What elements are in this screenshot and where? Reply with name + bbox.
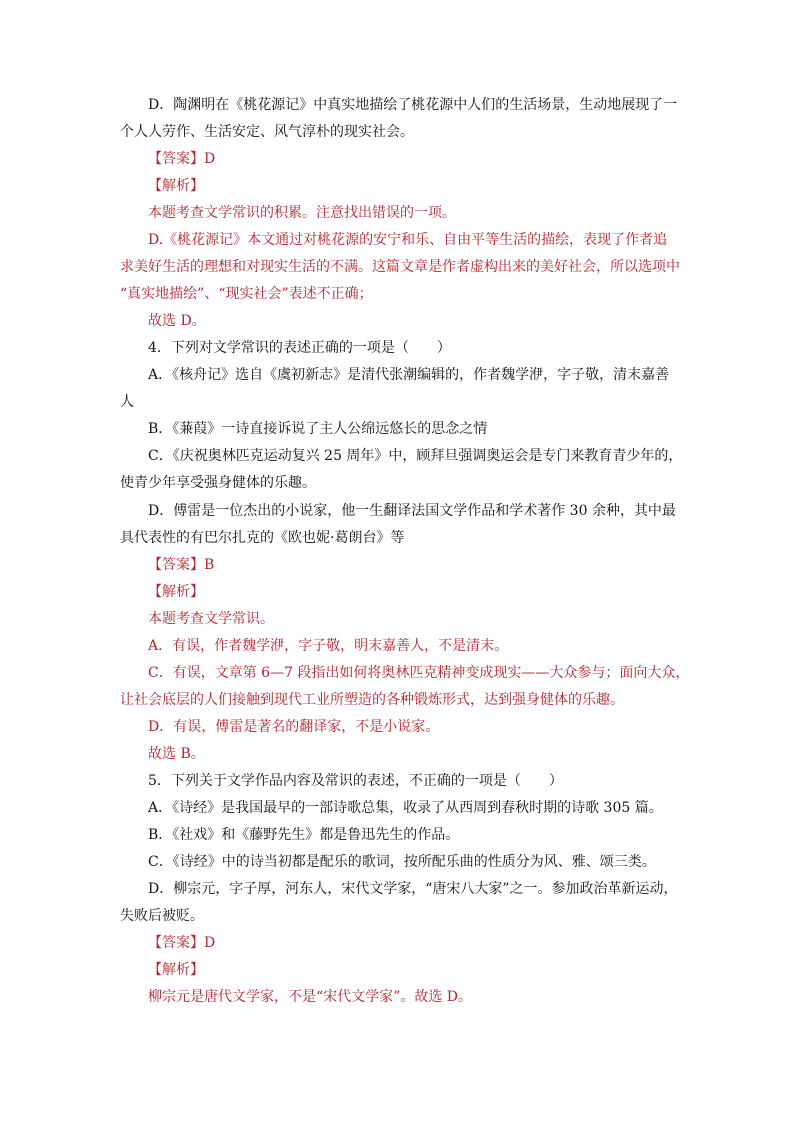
q4-analysis-line: 让社会底层的人们接触到现代工业所塑造的各种锻炼形式，达到强身健体的乐趣。 bbox=[120, 692, 624, 708]
q3-analysis-line: 故选 D。 bbox=[148, 313, 206, 329]
answer-label: 【答案】 bbox=[148, 935, 204, 951]
q4-analysis-line: 本题考查文学常识。 bbox=[148, 611, 274, 627]
q3-analysis-line: D.《桃花源记》本文通过对桃花源的安宁和乐、自由平等生活的描绘，表现了作者追 bbox=[148, 232, 668, 248]
q4-option-line: C．《庆祝奥林匹克运动复兴 25 周年》中，顾拜旦强调奥运会是专门来教育青少年的， bbox=[148, 448, 683, 464]
answer-value: B bbox=[204, 557, 215, 573]
q3-analysis-line: 本题考查文学常识的积累。注意找出错误的一项。 bbox=[148, 205, 456, 221]
q4-answer bbox=[148, 556, 214, 574]
q5-analysis-line: 柳宗元是唐代文学家，不是“宋代文学家”。故选 D。 bbox=[148, 989, 472, 1005]
q4-option-line: A．《核舟记》选自《虞初新志》是清代张潮编辑的，作者魏学洢，字子敬，清末嘉善 bbox=[148, 367, 670, 383]
q4-analysis-line: A．有误，作者魏学洢，字子敬，明末嘉善人，不是清末。 bbox=[148, 638, 509, 654]
q3-analysis-line: “真实地描绘”、“现实社会”表述不正确； bbox=[120, 286, 373, 302]
q3-answer bbox=[148, 150, 215, 168]
q5-option-line: D．柳宗元，字子厚，河东人，宋代文学家，“唐宋八大家”之一。参加政治革新运动， bbox=[148, 881, 678, 897]
q4-option-line: 使青少年享受强身健体的乐趣。 bbox=[120, 475, 316, 491]
q3-option-d-line1: D．陶渊明在《桃花源记》中真实地描绘了桃花源中人们的生活场景，生动地展现了一 bbox=[148, 97, 678, 113]
q4-analysis-line: 故选 B。 bbox=[148, 746, 205, 762]
answer-value: D bbox=[204, 935, 216, 951]
q4-analysis-label: 【解析】 bbox=[148, 584, 204, 600]
q4-analysis-line: C．有误，文章第 6—7 段指出如何将奥林匹克精神变成现实——大众参与；面向大众， bbox=[148, 665, 690, 681]
answer-label: 【答案】 bbox=[148, 151, 204, 167]
q5-stem: 5．下列关于文学作品内容及常识的表述，不正确的一项是（ ） bbox=[148, 773, 563, 789]
q5-analysis-label: 【解析】 bbox=[148, 962, 204, 978]
q4-option-line: B．《蒹葭》一诗直接诉说了主人公绵远悠长的思念之情 bbox=[148, 421, 488, 437]
q3-analysis-label: 【解析】 bbox=[148, 178, 204, 194]
q3-option-d-line2: 个人人劳作、生活安定、风气淳朴的现实社会。 bbox=[120, 124, 414, 140]
q3-analysis-line: 求美好生活的理想和对现实生活的不满。这篇文章是作者虚构出来的美好社会，所以选项中 bbox=[120, 259, 680, 275]
q4-option-line: 具代表性的有巴尔扎克的《欧也妮·葛朗台》等 bbox=[120, 530, 405, 546]
q4-stem: 4．下列对文学常识的表述正确的一项是（ ） bbox=[148, 340, 451, 356]
q5-option-line: B．《社戏》和《藤野先生》都是鲁迅先生的作品。 bbox=[148, 827, 460, 843]
q4-analysis-line: D．有误，傅雷是著名的翻译家，不是小说家。 bbox=[148, 719, 440, 735]
q4-option-line: 人 bbox=[120, 394, 134, 410]
q4-option-line: D．傅雷是一位杰出的小说家，他一生翻译法国文学作品和学术著作 30 余种，其中最 bbox=[148, 503, 676, 519]
q5-option-line: 失败后被贬。 bbox=[120, 908, 204, 924]
q5-option-line: C．《诗经》中的诗当初都是配乐的歌词，按所配乐曲的性质分为风、雅、颂三类。 bbox=[148, 854, 656, 870]
answer-value: D bbox=[204, 151, 216, 167]
answer-label: 【答案】 bbox=[148, 557, 204, 573]
q5-option-line: A．《诗经》是我国最早的一部诗歌总集，收录了从西周到春秋时期的诗歌 305 篇。 bbox=[148, 800, 663, 816]
q5-answer bbox=[148, 934, 215, 952]
